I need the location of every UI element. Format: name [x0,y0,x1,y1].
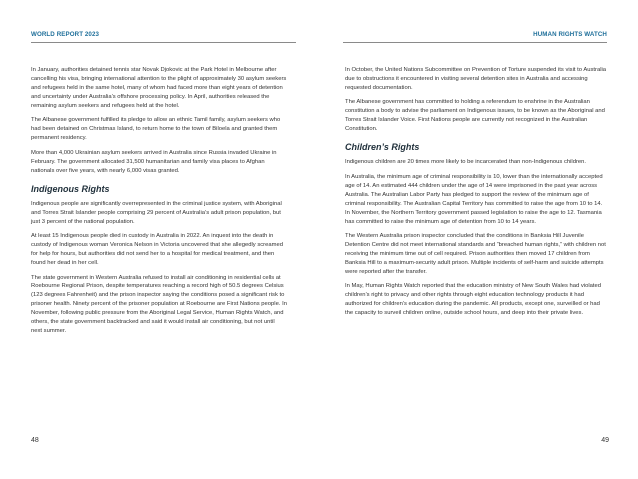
page-number-right: 49 [601,437,609,444]
paragraph: The Western Australia prison inspector concluded that the conditions in Banksia Hill Juvenile Detention Centre did not meet international standards and “breached human rights,” with children not receiving the minimum time out of cell required. Prison authorities then moved 17 children from Banksia Hill to a maximum-security adult prison. Multiple incidents of self-harm and suicide attempts were reported after the transfer. [345,233,606,275]
right-page [319,0,638,479]
left-column [31,66,287,342]
paragraph: The state government in Western Australia refused to install air conditioning in residential cells at Roebourne Regional Prison, despite temperatures reaching a record high of 50.5 degrees Celsius (123 degrees Fahrenheit) and the prison inspector saying the conditions posed a significant risk to prisoner health. Ninety percent of the prisoner population at Roebourne are First Nations people. In November, following public pressure from the Aboriginal Legal Service, Human Rights Watch, and others, the state government backtracked and said it would install air conditioning, but not until next summer. [31,274,287,335]
paragraph: In May, Human Rights Watch reported that the education ministry of New South Wales had violated children’s right to privacy and other rights through eight education technology products it had authorized for children’s education during the pandemic. All products, except one, surveilled or had the capacity to surveil children online, outside school hours, and deep into their private lives. [345,283,602,317]
running-head-right: HUMAN RIGHTS WATCH [533,31,607,38]
paragraph: The Albanese government fulfilled its pledge to allow an ethnic Tamil family, asylum seekers who had been detained on Christmas Island, to return home to the town of Biloela and granted them permanent residency. [31,117,281,142]
section-heading-childrens-rights: Children’s Rights [345,142,420,153]
paragraph: In Australia, the minimum age of criminal responsibility is 10, lower than the internationally accepted age of 14. An estimated 444 children under the age of 14 were imprisoned in the past year across Australia. The Australian Labor Party has pledged to support the review of the minimum age of criminal responsibility. The Australian Capital Territory has committed to raise the age from 10 to 14. In November, the Northern Territory government passed legislation to raise the age to 12. Tasmania has committed to raise the minimum age of detention from 10 to 14 years. [345,173,603,225]
paragraph: At least 15 Indigenous people died in custody in Australia in 2022. An inquest into the death in custody of Indigenous woman Veronica Nelson in Victoria uncovered that she allegedly screamed for help for hours, but authorities did not send her to a hospital for medical treatment, and then found her dead in her cell. [31,233,283,266]
header-rule-right [343,42,607,43]
paragraph: Indigenous children are 20 times more likely to be incarcerated than non-Indigenous children. [345,159,587,166]
header-rule-left [31,42,296,43]
page-number-left: 48 [31,437,39,444]
paragraph: The Albanese government has committed to holding a referendum to enshrine in the Australian constitution a body to advise the parliament on Indigenous issues, to be known as the Aboriginal and Torres Strait Islander Voice. First Nations people are currently not recognized in the Australian Constitution. [345,99,605,133]
paragraph: More than 4,000 Ukrainian asylum seekers arrived in Australia since Russia invaded Ukraine in February. The government allocated 31,500 humanitarian and family visa places to Afghan nationals over five years, with nearly 6,000 visas granted. [31,149,277,174]
paragraph: In January, authorities detained tennis star Novak Djokovic at the Park Hotel in Melbourne after cancelling his visa, bringing international attention to the plight of approximately 30 asylum seekers and refugees held in the same hotel, many of whom had faced more than eight years of detention and uncertainty under Australia’s offshore processing policy. In April, authorities released the remaining asylum seekers and refugees held at the hotel. [31,67,287,109]
running-head-left: WORLD REPORT 2023 [31,31,100,38]
right-column [345,66,607,324]
section-heading-indigenous-rights: Indigenous Rights [31,183,110,194]
paragraph: Indigenous people are significantly overrepresented in the criminal justice system, with Aboriginal and Torres Strait Islander people comprising 29 percent of Australia’s adult prison population, but just 3 percent of the national population. [31,200,282,225]
paragraph: In October, the United Nations Subcommittee on Prevention of Torture suspended its visit to Australia due to obstructions it encountered in visiting several detention sites in Australia and accessing requested documentation. [345,67,607,91]
